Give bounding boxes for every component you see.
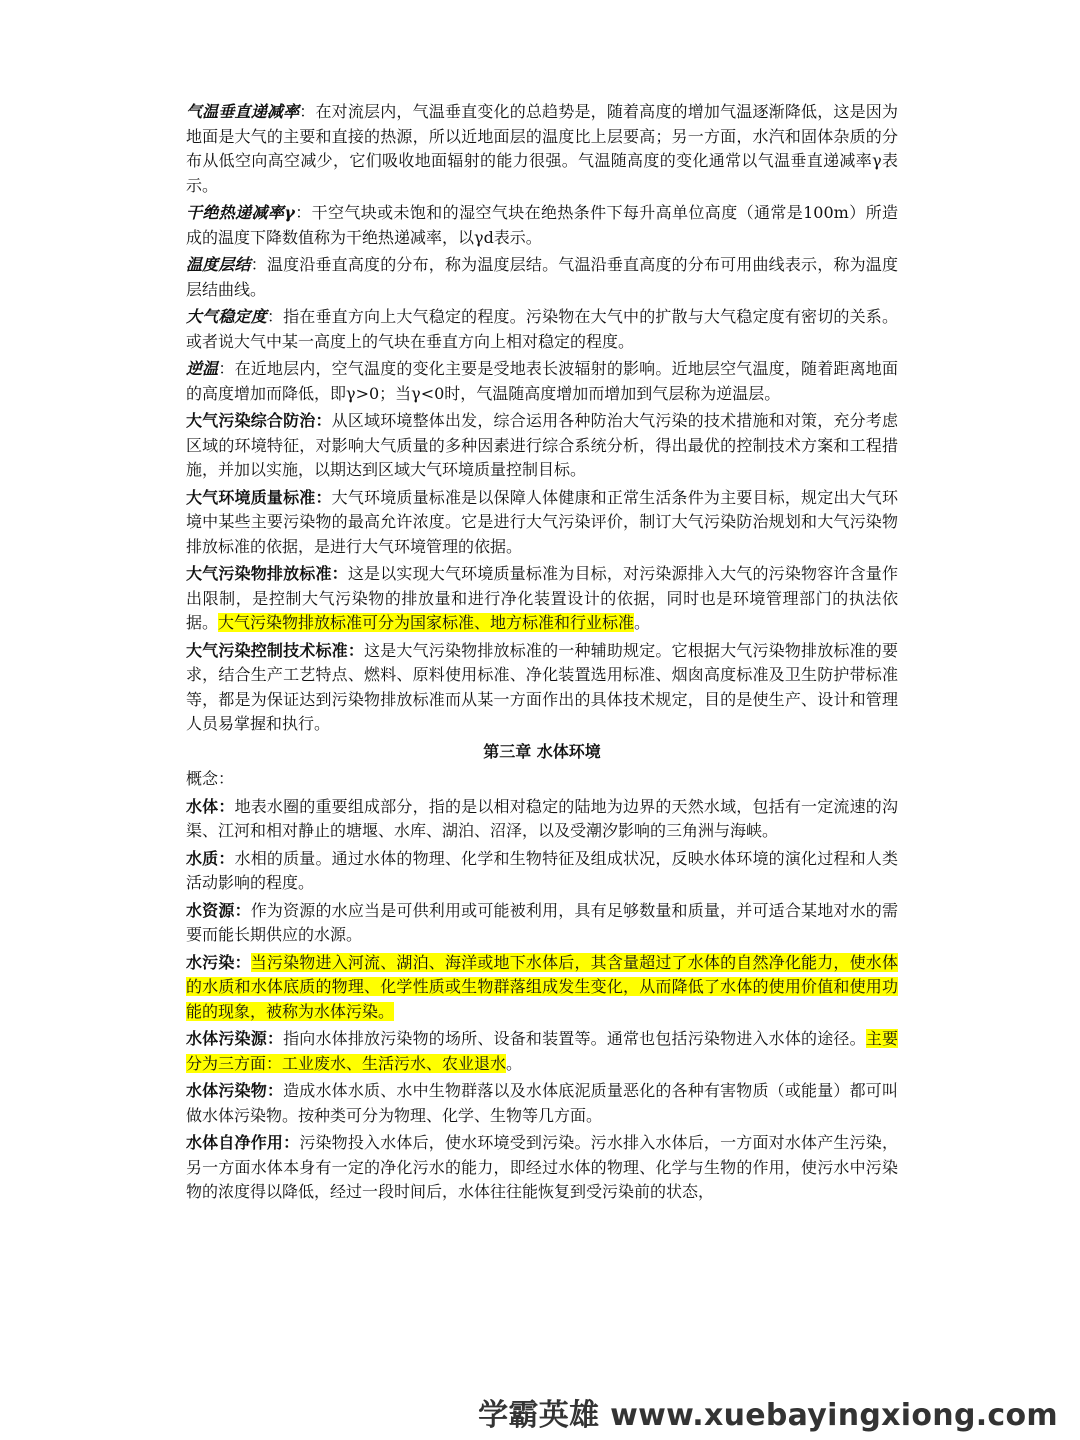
definition-entry: 气温垂直递减率：在对流层内，气温垂直变化的总趋势是，随着高度的增加气温逐渐降低，这是因为地面是大气的主要和直接的热源，所以近地面层的温度比上层要高；另一方面，水汽和固体杂质的分布从低空向高空减少，它们吸收地面辐射的能力很强。气温随高度的变化通常以气温垂直递减率γ表示。	[186, 102, 898, 195]
definition-entry: 水质：水相的质量。通过水体的物理、化学和生物特征及组成状况，反映水体环境的演化过程和人类活动影响的程度。	[186, 848, 898, 892]
term: 温度层结	[186, 255, 251, 274]
definition-entry: 水体污染源：指向水体排放污染物的场所、设备和装置等。通常也包括污染物进入水体的途径。主要分为三方面：工业废水、生活污水、农业退水。	[186, 1029, 898, 1073]
definition-text: 大气环境质量标准是以保障人体健康和正常生活条件为主要目标，规定出大气环境中某些主要污染物的最高允许浓度。它是进行大气污染评价，制订大气污染防治规划和大气污染物排放标准的依据，是进行大气环境管理的依据。	[186, 487, 898, 556]
definition-entry: 干绝热递减率γ：干空气块或未饱和的湿空气块在绝热条件下每升高单位高度（通常是100m）所造成的温度下降数值称为干绝热递减率，以γd表示。	[186, 203, 898, 247]
term: 水质	[186, 848, 219, 868]
term: 干绝热递减率γ	[186, 203, 295, 222]
definition-text: 在近地层内，空气温度的变化主要是受地表长波辐射的影响。近地层空气温度，随着距离地面的高度增加而降低，即γ>0；当γ<0时，气温随高度增加而增加到气层称为逆温层。	[186, 359, 898, 403]
definition-text: 干空气块或未饱和的湿空气块在绝热条件下每升高单位高度（通常是100m）所造成的温度下降数值称为干绝热递减率，以γd表示。	[186, 203, 898, 247]
term: 水污染	[186, 952, 235, 972]
definition-entry: 水污染：当污染物进入河流、湖泊、海洋或地下水体后，其含量超过了水体的自然净化能力，使水体的水质和水体底质的物理、化学性质或生物群落组成发生变化，从而降低了水体的使用价值和使用功能的现象，被称为水体污染。	[186, 952, 898, 1021]
definition-entry: 水资源：作为资源的水应当是可供利用或可能被利用，具有足够数量和质量，并可适合某地对水的需要而能长期供应的水源。	[186, 900, 898, 944]
definition-text: 造成水体水质、水中生物群落以及水体底泥质量恶化的各种有害物质（或能量）都可叫做水体污染物。按种类可分为物理、化学、生物等几方面。	[186, 1081, 898, 1125]
document-body	[186, 100, 898, 1208]
term: 水体	[186, 796, 219, 816]
definition-entry: 大气污染物排放标准：这是以实现大气环境质量标准为目标，对污染源排入大气的污染物容许含量作出限制，是控制大气污染物的排放量和进行净化装置设计的依据，同时也是环境管理部门的执法依据。大气污染物排放标准可分为国家标准、地方标准和行业标准。	[186, 564, 898, 632]
highlighted-text: 主要分为三方面：工业废水、生活污水、农业退水	[186, 1029, 898, 1073]
definition-text: 在对流层内，气温垂直变化的总趋势是，随着高度的增加气温逐渐降低，这是因为地面是大气的主要和直接的热源，所以近地面层的温度比上层要高；另一方面，水汽和固体杂质的分布从低空向高空减少，它们吸收地面辐射的能力很强。气温随高度的变化通常以气温垂直递减率γ表示。	[186, 102, 898, 195]
term: 大气污染综合防治	[186, 411, 316, 430]
term: 逆温	[186, 359, 219, 378]
term: 大气稳定度	[186, 307, 267, 326]
term: 水体自净作用	[186, 1133, 284, 1152]
definition-entry: 大气污染综合防治：从区域环境整体出发，综合运用各种防治大气污染的技术措施和对策，充分考虑区域的环境特征，对影响大气质量的多种因素进行综合系统分析，得出最优的控制技术方案和工程措施，并加以实施，以期达到区域大气环境质量控制目标。	[186, 411, 898, 479]
term: 大气污染物排放标准	[186, 564, 332, 583]
definition-text: 地表水圈的重要组成部分，指的是以相对稳定的陆地为边界的天然水域，包括有一定流速的沟渠、江河和相对静止的塘堰、水库、湖泊、沼泽，以及受潮汐影响的三角洲与海峡。	[186, 796, 898, 840]
term: 大气环境质量标准	[186, 487, 316, 507]
definition-entry: 水体：地表水圈的重要组成部分，指的是以相对稳定的陆地为边界的天然水域，包括有一定流速的沟渠、江河和相对静止的塘堰、水库、湖泊、沼泽，以及受潮汐影响的三角洲与海峡。	[186, 796, 898, 840]
definition-text: 从区域环境整体出发，综合运用各种防治大气污染的技术措施和对策，充分考虑区域的环境特征，对影响大气质量的多种因素进行综合系统分析，得出最优的控制技术方案和工程措施，并加以实施，以期达到区域大气环境质量控制目标。	[186, 411, 898, 479]
highlighted-text: 大气污染物排放标准可分为国家标准、地方标准和行业标准	[218, 613, 635, 632]
definition-text: 作为资源的水应当是可供利用或可能被利用，具有足够数量和质量，并可适合某地对水的需要而能长期供应的水源。	[186, 900, 898, 944]
term: 水体污染源	[186, 1029, 267, 1048]
definition-entry: 大气稳定度：指在垂直方向上大气稳定的程度。污染物在大气中的扩散与大气稳定度有密切的关系。或者说大气中某一高度上的气块在垂直方向上相对稳定的程度。	[186, 307, 898, 351]
footer-watermark: 学霸英雄 www.xuebayingxiong.com	[478, 1398, 1058, 1433]
definition-entry: 温度层结：温度沿垂直高度的分布，称为温度层结。气温沿垂直高度的分布可用曲线表示，称为温度层结曲线。	[186, 255, 898, 299]
definition-text: 温度沿垂直高度的分布，称为温度层结。气温沿垂直高度的分布可用曲线表示，称为温度层结曲线。	[186, 255, 898, 299]
definition-text: 污染物投入水体后，使水环境受到污染。污水排入水体后，一方面对水体产生污染，另一方面水体本身有一定的净化污水的能力，即经过水体的物理、化学与生物的作用，使污水中污染物的浓度得以降低，经过一段时间后，水体往往能恢复到受污染前的状态，	[186, 1133, 898, 1201]
chapter-heading: 第三章 水体环境	[483, 741, 601, 761]
term: 水体污染物	[186, 1081, 267, 1100]
definition-text: 指向水体排放污染物的场所、设备和装置等。通常也包括污染物进入水体的途径。	[283, 1029, 866, 1048]
definition-entry: 大气环境质量标准：大气环境质量标准是以保障人体健康和正常生活条件为主要目标，规定出大气环境中某些主要污染物的最高允许浓度。它是进行大气污染评价，制订大气污染防治规划和大气污染物排放标准的依据，是进行大气环境管理的依据。	[186, 487, 898, 556]
definition-entry: 大气污染控制技术标准：这是大气污染物排放标准的一种辅助规定。它根据大气污染物排放标准的要求，结合生产工艺特点、燃料、原料使用标准、净化装置选用标准、烟囱高度标准及卫生防护带标准等，都是为保证达到污染物排放标准而从某一方面作出的具体技术规定，目的是使生产、设计和管理人员易掌握和执行。	[186, 640, 898, 733]
definition-text: 水相的质量。通过水体的物理、化学和生物特征及组成状况，反映水体环境的演化过程和人类活动影响的程度。	[186, 848, 898, 892]
concept-label: 概念：	[186, 769, 235, 788]
definition-text: 这是以实现大气环境质量标准为目标，对污染源排入大气的污染物容许含量作出限制，是控制大气污染物的排放量和进行净化装置设计的依据，同时也是环境管理部门的执法依据。	[186, 564, 898, 632]
definition-text: 指在垂直方向上大气稳定的程度。污染物在大气中的扩散与大气稳定度有密切的关系。或者说大气中某一高度上的气块在垂直方向上相对稳定的程度。	[186, 307, 898, 351]
definition-entry: 水体自净作用：污染物投入水体后，使水环境受到污染。污水排入水体后，一方面对水体产生污染，另一方面水体本身有一定的净化污水的能力，即经过水体的物理、化学与生物的作用，使污水中污染物的浓度得以降低，经过一段时间后，水体往往能恢复到受污染前的状态，	[186, 1133, 898, 1201]
highlighted-text: 当污染物进入河流、湖泊、海洋或地下水体后，其含量超过了水体的自然净化能力，使水体的水质和水体底质的物理、化学性质或生物群落组成发生变化，从而降低了水体的使用价值和使用功能的现象，被称为水体污染。	[186, 952, 898, 1021]
definition-entry: 逆温：在近地层内，空气温度的变化主要是受地表长波辐射的影响。近地层空气温度，随着距离地面的高度增加而降低，即γ>0；当γ<0时，气温随高度增加而增加到气层称为逆温层。	[186, 359, 898, 403]
definition-text: 这是大气污染物排放标准的一种辅助规定。它根据大气污染物排放标准的要求，结合生产工艺特点、燃料、原料使用标准、净化装置选用标准、烟囱高度标准及卫生防护带标准等，都是为保证达到污染物排放标准而从某一方面作出的具体技术规定，目的是使生产、设计和管理人员易掌握和执行。	[186, 640, 898, 733]
term: 气温垂直递减率	[186, 102, 300, 121]
term: 大气污染控制技术标准	[186, 640, 348, 660]
definition-entry: 水体污染物：造成水体水质、水中生物群落以及水体底泥质量恶化的各种有害物质（或能量）都可叫做水体污染物。按种类可分为物理、化学、生物等几方面。	[186, 1081, 898, 1125]
term: 水资源	[186, 900, 235, 920]
